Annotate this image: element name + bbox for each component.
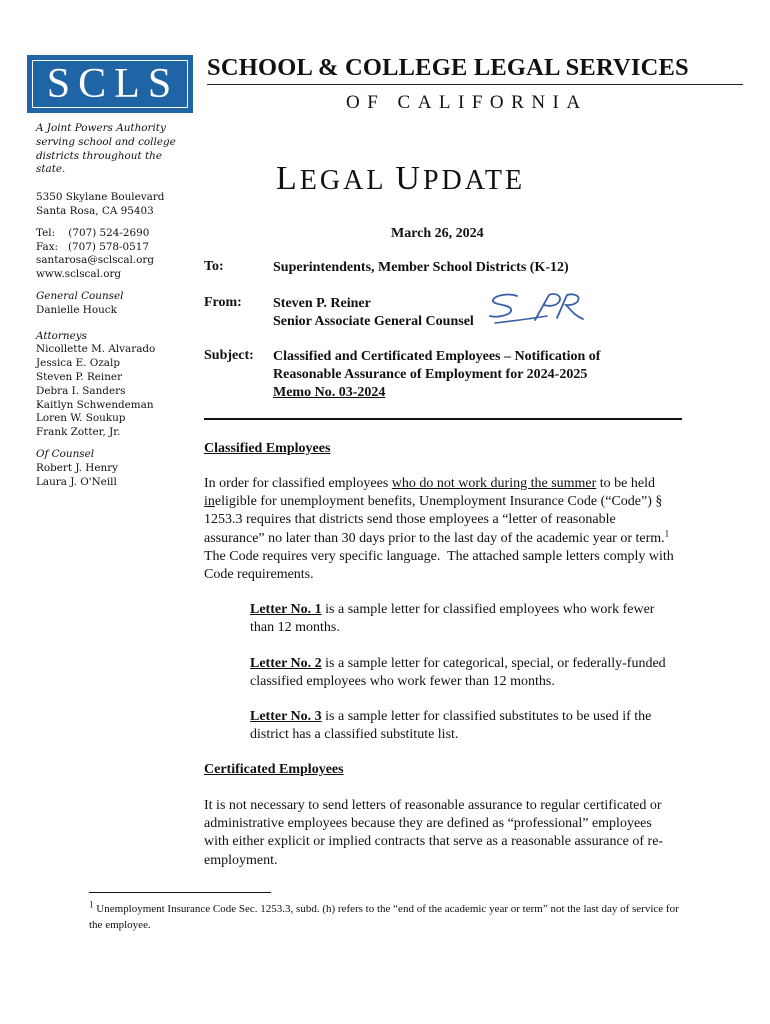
memo-number: Memo No. 03-2024 — [273, 385, 386, 400]
footnote — [89, 899, 689, 933]
sidebar-general-counsel — [36, 290, 196, 318]
footnote-number: 1 — [89, 899, 94, 910]
letter-label: Letter No. 3 — [250, 709, 322, 724]
letter-label: Letter No. 1 — [250, 602, 322, 617]
letter-item-1 — [250, 601, 670, 637]
footnote-divider — [89, 892, 271, 893]
attorney-name: Nicollette M. Alvarado — [36, 343, 156, 356]
attorney-name: Loren W. Soukup — [36, 412, 126, 425]
text-run: In order for classified employees — [204, 476, 392, 491]
fax-line: Fax: (707) 578-0517 — [36, 240, 149, 253]
description-line: state. — [36, 163, 66, 176]
subject-line: Reasonable Assurance of Employment for 2024-2025 — [273, 367, 588, 382]
address-line: 5350 Skylane Boulevard — [36, 191, 165, 204]
sidebar-of-counsel — [36, 448, 196, 489]
attorney-name: Debra I. Sanders — [36, 384, 126, 397]
text-run: The Code requires very specific language. The attached sample letters comply with Code requirements. — [204, 530, 678, 583]
title-rest: EGAL — [299, 165, 396, 196]
underlined-prefix: in — [204, 494, 215, 510]
letter-item-2 — [250, 655, 670, 691]
footnote-text: Unemployment Insurance Code Sec. 1253.3, subd. (h) refers to the “end of the academic year or term” not the last day of service for the employee. — [89, 903, 679, 931]
sidebar-description — [36, 122, 196, 177]
title-rest: PDATE — [422, 165, 526, 196]
org-name: SCHOOL & COLLEGE LEGAL SERVICES — [207, 54, 689, 81]
letter-label: Letter No. 2 — [250, 656, 322, 671]
org-subtitle: OF CALIFORNIA — [346, 92, 588, 113]
from-label: From: — [204, 295, 242, 310]
description-line: serving school and college — [36, 135, 176, 148]
title-initial: L — [276, 160, 300, 197]
subject-label: Subject: — [204, 348, 254, 363]
letter-item-3 — [250, 708, 670, 744]
of-counsel-label: Of Counsel — [36, 447, 95, 460]
of-counsel-name: Robert J. Henry — [36, 461, 119, 474]
attorney-name: Jessica E. Ozalp — [36, 357, 120, 370]
address-line: Santa Rosa, CA 95403 — [36, 204, 154, 217]
classified-paragraph — [204, 475, 678, 584]
letter-description: is a sample letter for classified substitutes to be used if the district has a classified substitute list. — [250, 709, 652, 743]
general-counsel-label: General Counsel — [36, 289, 124, 302]
sidebar-contact — [36, 227, 196, 282]
certificated-paragraph: It is not necessary to send letters of reasonable assurance to regular certificated or administrative employees because they are defined as “professional” employees with either explicit or implied contracts that serve as a reasonable assurance of re-employment. — [204, 798, 664, 868]
to-value: Superintendents, Member School Districts (K-12) — [273, 260, 569, 275]
footnote-ref[interactable]: 1 — [664, 527, 670, 538]
section-heading-classified: Classified Employees — [204, 441, 331, 456]
signature-icon — [487, 290, 587, 326]
of-counsel-name: Laura J. O'Neill — [36, 475, 117, 488]
from-block — [273, 295, 474, 331]
sidebar-address — [36, 191, 196, 219]
header-rule — [204, 418, 682, 420]
underlined-phrase: who do not work during the summer — [391, 476, 597, 491]
attorneys-label: Attorneys — [36, 329, 87, 342]
letter-description: is a sample letter for categorical, special, or federally-funded classified employees who work fewer than 12 months. — [250, 656, 666, 690]
text-run: to be held — [596, 476, 656, 491]
description-line: A Joint Powers Authority — [36, 122, 166, 134]
attorney-name: Steven P. Reiner — [36, 370, 123, 383]
to-label: To: — [204, 259, 224, 274]
subject-line: Classified and Certificated Employees – Notification of — [273, 349, 601, 364]
from-title: Senior Associate General Counsel — [273, 314, 474, 329]
attorney-name: Frank Zotter, Jr. — [36, 426, 121, 439]
sidebar — [36, 122, 196, 497]
attorney-name: Kaitlyn Schwendeman — [36, 398, 154, 411]
letter-description: is a sample letter for classified employees who work fewer than 12 months. — [250, 602, 655, 636]
sidebar-attorneys — [36, 330, 196, 440]
phone-line: Tel: (707) 524-2690 — [36, 226, 150, 239]
title-initial: U — [395, 160, 423, 197]
section-heading-certificated: Certificated Employees — [204, 762, 344, 777]
general-counsel-name: Danielle Houck — [36, 303, 117, 316]
document-title — [276, 160, 525, 198]
website-link[interactable]: www.sclscal.org — [36, 268, 122, 281]
email-link[interactable]: santarosa@sclscal.org — [36, 254, 155, 267]
memo-date: March 26, 2024 — [391, 226, 484, 241]
scls-logo — [27, 55, 193, 113]
header-divider — [207, 84, 743, 85]
subject-block — [273, 348, 600, 402]
description-line: districts throughout the — [36, 149, 162, 162]
from-name: Steven P. Reiner — [273, 296, 371, 311]
logo-text: SCLS — [46, 61, 180, 107]
text-run: eligible for unemployment benefits, Unemployment Insurance Code (“Code”) § 1253.3 requires that districts send those employees a “letter of reasonable assurance” no later than 30 days prior to the last day of the academic year or term. — [204, 494, 665, 546]
